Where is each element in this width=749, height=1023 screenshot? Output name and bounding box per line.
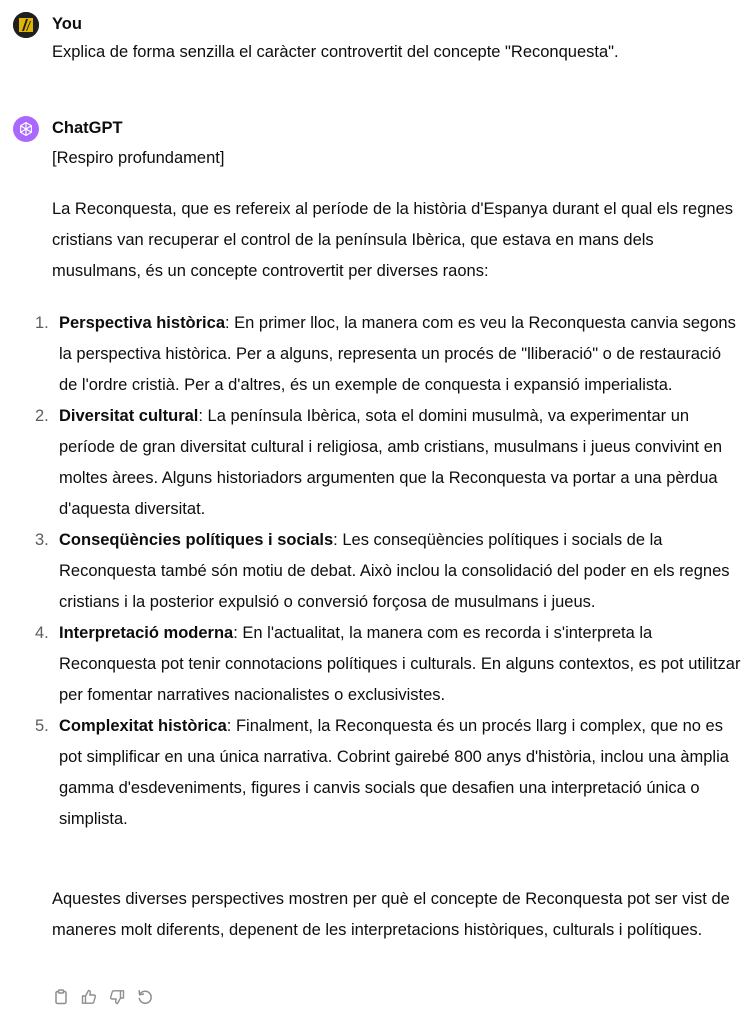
user-avatar xyxy=(13,12,39,38)
thumbs-up-button[interactable] xyxy=(80,988,98,1006)
list-item-text: : La península Ibèrica, sota el domini musulmà, va experimentar un període de gran diversitat cultural i religiosa, amb cristians, musulmans i jueus convivint en moltes àrees. Alguns historiadors argumenten que la Reconquesta va portar a una pèrdua d'aquesta diversitat. xyxy=(59,407,723,518)
regenerate-button[interactable] xyxy=(136,988,154,1006)
list-item-number: 3. xyxy=(35,531,49,549)
list-item-text: : En l'actualitat, la manera com es recorda i s'interpreta la Reconquesta pot tenir connotacions polítiques i culturals. En alguns contextos, es pot utilitzar per fomentar narratives nacionalistes o exclusivistes. xyxy=(59,624,741,704)
list-item-number: 4. xyxy=(35,624,49,642)
list-item xyxy=(35,308,742,401)
list-item xyxy=(35,711,742,835)
list-item-text: : En primer lloc, la manera com es veu la Reconquesta canvia segons la perspectiva històrica. Per a alguns, representa un procés de "lliberació" o de restauració de l'ordre cristià. Per a d'altres, és un exemple de conquesta i expansió imperialista. xyxy=(59,314,736,394)
list-item-number: 2. xyxy=(35,407,49,425)
user-message-text: Explica de forma senzilla el caràcter controvertit del concepte "Reconquesta". xyxy=(52,43,619,61)
list-item-title: Conseqüències polítiques i socials xyxy=(59,531,334,549)
copy-button[interactable] xyxy=(52,988,70,1006)
thumbs-up-icon xyxy=(80,988,98,1006)
regenerate-icon xyxy=(136,988,154,1006)
chatgpt-avatar xyxy=(13,116,39,142)
message-actions xyxy=(52,986,154,1008)
list-item-title: Perspectiva històrica xyxy=(59,314,225,332)
list-item-number: 1. xyxy=(35,314,49,332)
list-item xyxy=(35,525,742,618)
assistant-preface: [Respiro profundament] xyxy=(52,149,225,167)
assistant-intro-paragraph: La Reconquesta, que es refereix al període de la història d'Espanya durant el qual els regnes cristians van recuperar el control de la península Ibèrica, que estava en mans dels musulmans, és un concepte controvertit per diverses raons: xyxy=(52,200,734,280)
thumbs-down-icon xyxy=(108,988,126,1006)
list-item-title: Complexitat històrica xyxy=(59,717,227,735)
assistant-outro-paragraph: Aquestes diverses perspectives mostren per què el concepte de Reconquesta pot ser vist de maneres molt diferents, depenent de les interpretacions històriques, culturals i polítiques. xyxy=(52,890,730,939)
openai-logo-icon xyxy=(17,120,35,138)
copy-icon xyxy=(52,988,70,1006)
user-avatar-image xyxy=(13,12,39,38)
assistant-author-name: ChatGPT xyxy=(52,119,123,137)
thumbs-down-button[interactable] xyxy=(108,988,126,1006)
list-item-number: 5. xyxy=(35,717,49,735)
list-item-title: Diversitat cultural xyxy=(59,407,199,425)
list-item-text: : Les conseqüències polítiques i socials de la Reconquesta també són motiu de debat. Això inclou la consolidació del poder en els regnes cristians i la posterior expulsió o conversió forçosa de musulmans i jueus. xyxy=(59,531,730,611)
assistant-points-list xyxy=(35,308,742,835)
list-item-text: : Finalment, la Reconquesta és un procés llarg i complex, que no es pot simplificar en una única narrativa. Cobrint gairebé 800 anys d'història, inclou una àmplia gamma d'esdeveniments, figures i canvis socials que desafien una interpretació única o simplista. xyxy=(59,717,729,828)
list-item xyxy=(35,618,742,711)
user-author-name: You xyxy=(52,15,82,33)
list-item-title: Interpretació moderna xyxy=(59,624,234,642)
list-item xyxy=(35,401,742,525)
